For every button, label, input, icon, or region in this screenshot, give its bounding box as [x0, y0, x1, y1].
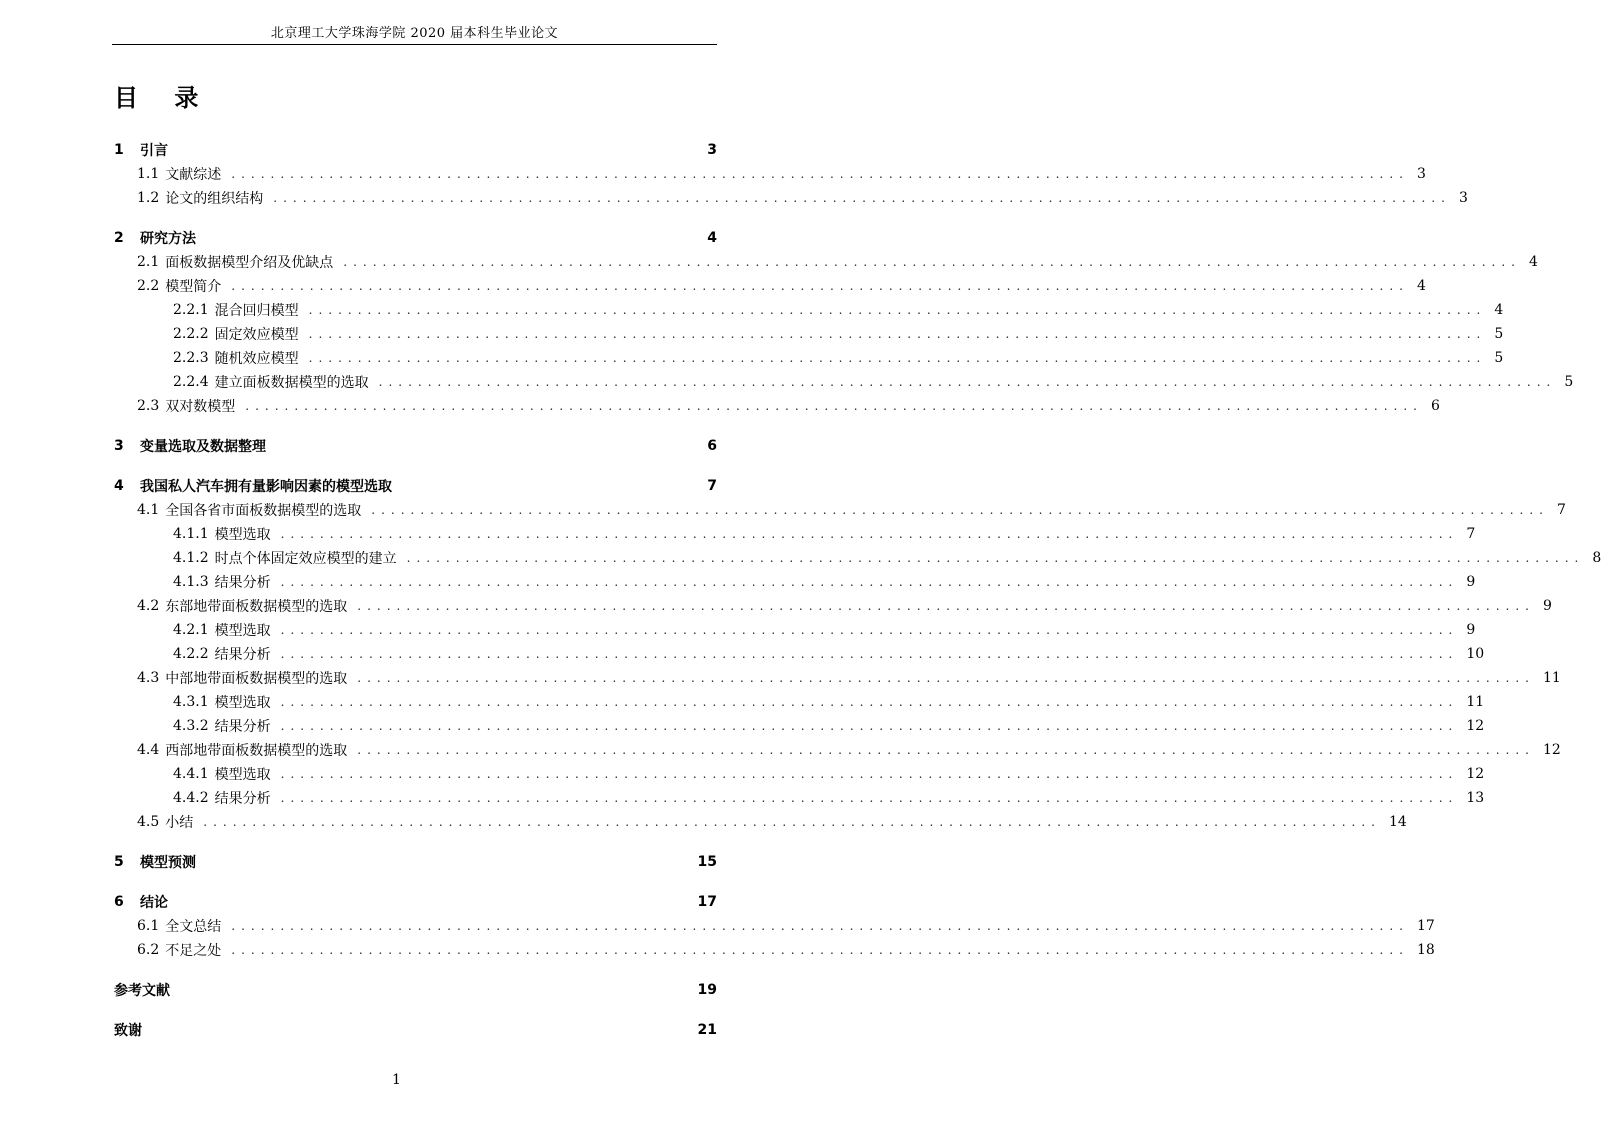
toc-entry[interactable]: [0, 187, 1468, 209]
toc-entry-label: 引言: [140, 143, 168, 159]
toc-entry-number: 6.2: [137, 942, 160, 958]
toc-entry-page: 15: [697, 854, 717, 870]
toc-entry-number: 4.3.2: [173, 718, 209, 734]
toc-entry-number: 4.3.1: [173, 694, 209, 710]
toc-entry-page: 3: [707, 142, 717, 158]
dot-leader: ........................................................................................................................: [203, 815, 1381, 829]
dot-leader: ........................................................................................................................: [231, 279, 1409, 293]
toc-entry[interactable]: [0, 299, 1504, 321]
toc-entry-page: 6: [707, 438, 717, 454]
running-header: 北京理工大学珠海学院 2020 届本科生毕业论文: [270, 26, 559, 41]
toc-entry[interactable]: [0, 571, 1476, 593]
toc-entry-label: 全文总结: [165, 919, 222, 935]
toc-entry-page: 9: [1466, 574, 1476, 590]
toc-entry-page: 3: [1459, 190, 1468, 206]
toc-entry-label: 模型简介: [165, 279, 222, 295]
toc-entry-number: 1.2: [137, 190, 160, 206]
dot-leader: ........................................................................................................................: [231, 167, 1409, 181]
toc-entry-label: 模型预测: [140, 855, 196, 871]
toc-entry-label: 面板数据模型介绍及优缺点: [165, 255, 334, 271]
toc-entry-number: 1: [114, 142, 124, 158]
toc-entry-number: 4.1.1: [173, 526, 209, 542]
toc-entry-number: 4.1: [137, 502, 160, 518]
toc-entry-label: 西部地带面板数据模型的选取: [165, 743, 348, 759]
toc-entry-page: 19: [697, 982, 717, 998]
toc-entry-label: 混合回归模型: [214, 303, 299, 319]
toc-entry-label: 模型选取: [214, 527, 271, 543]
toc-entry[interactable]: [0, 347, 1504, 369]
dot-leader: ........................................................................................................................: [280, 695, 1459, 709]
toc-entry[interactable]: [0, 715, 1485, 737]
dot-leader: ........................................................................................................................: [273, 191, 1451, 205]
dot-leader: ........................................................................................................................: [406, 551, 1585, 565]
toc-entry-page: 6: [1431, 398, 1440, 414]
toc-entry-number: 3: [114, 438, 124, 454]
toc-entry-label: 全国各省市面板数据模型的选取: [165, 503, 362, 519]
toc-entry[interactable]: [0, 275, 1426, 297]
toc-entry[interactable]: [0, 163, 1426, 185]
toc-entry[interactable]: [0, 523, 1476, 545]
toc-entry-number: 4.5: [137, 814, 160, 830]
toc-entry-number: 2.2.4: [173, 374, 209, 390]
toc-entry-label: 结果分析: [214, 791, 271, 807]
toc-entry[interactable]: [0, 139, 793, 161]
toc-entry-number: 5: [114, 854, 124, 870]
toc-entry-label: 文献综述: [165, 167, 222, 183]
toc-entry[interactable]: [0, 323, 1504, 345]
toc-entry[interactable]: [0, 475, 793, 497]
toc-entry-number: 4.2.1: [173, 622, 209, 638]
toc-entry-number: 4.4.1: [173, 766, 209, 782]
toc-entry-number: 2.2.3: [173, 350, 209, 366]
toc-entry-page: 11: [1543, 670, 1561, 686]
toc-entry[interactable]: [0, 435, 793, 457]
toc-entry-label: 建立面板数据模型的选取: [214, 375, 369, 391]
dot-leader: ........................................................................................................................: [280, 719, 1459, 733]
toc-entry-number: 4.4: [137, 742, 160, 758]
toc-entry-number: 2.3: [137, 398, 160, 414]
dot-leader: ........................................................................................................................: [343, 255, 1521, 269]
dot-leader: ........................................................................................................................: [371, 503, 1549, 517]
dot-leader: ........................................................................................................................: [357, 599, 1535, 613]
toc-entry-number: 4.2.2: [173, 646, 209, 662]
toc-entry[interactable]: [0, 851, 793, 873]
toc-entry[interactable]: [0, 787, 1485, 809]
toc-entry[interactable]: [0, 667, 1561, 689]
toc-entry-page: 7: [1557, 502, 1566, 518]
toc-entry[interactable]: [0, 643, 1485, 665]
toc-entry-page: 4: [1529, 254, 1538, 270]
toc-entry-label: 研究方法: [140, 231, 196, 247]
toc-entry[interactable]: [0, 939, 1435, 961]
toc-entry-page: 4: [1417, 278, 1426, 294]
dot-leader: [206, 851, 679, 873]
toc-entry-page: 11: [1466, 694, 1485, 710]
toc-entry-page: 14: [1389, 814, 1407, 830]
dot-leader: ........................................................................................................................: [378, 375, 1557, 389]
toc-entry[interactable]: [0, 595, 1552, 617]
toc-entry-label: 参考文献: [114, 983, 170, 999]
toc-entry-number: 2.2.1: [173, 302, 209, 318]
toc-entry-label: 中部地带面板数据模型的选取: [165, 671, 348, 687]
toc-entry-number: 4.3: [137, 670, 160, 686]
toc-entry-number: 4.1.2: [173, 550, 209, 566]
toc-entry-label: 双对数模型: [165, 399, 236, 415]
toc-entry-page: 4: [1494, 302, 1504, 318]
toc-entry-label: 我国私人汽车拥有量影响因素的模型选取: [140, 479, 392, 495]
toc-entry[interactable]: [0, 1019, 793, 1041]
dot-leader: ........................................................................................................................: [280, 767, 1459, 781]
toc-entry-label: 模型选取: [214, 695, 271, 711]
toc-entry-label: 模型选取: [214, 623, 271, 639]
toc-entry[interactable]: [0, 499, 1566, 521]
dot-leader: [178, 891, 679, 913]
toc-entry[interactable]: [0, 691, 1485, 713]
toc-entry-label: 结果分析: [214, 647, 271, 663]
toc-entry[interactable]: [0, 227, 793, 249]
toc-entry-page: 5: [1494, 350, 1504, 366]
toc-entry-number: 2.2: [137, 278, 160, 294]
toc-entry-page: 8: [1592, 550, 1601, 566]
toc-entry-page: 18: [1417, 942, 1435, 958]
toc-entry[interactable]: [0, 395, 1440, 417]
dot-leader: [206, 227, 679, 249]
toc-entry-number: 4: [114, 478, 124, 494]
toc-entry-number: 6.1: [137, 918, 160, 934]
toc-entry-label: 变量选取及数据整理: [140, 439, 266, 455]
toc-entry-label: 时点个体固定效应模型的建立: [214, 551, 397, 567]
toc-entry-page: 17: [1417, 918, 1435, 934]
toc-entry-label: 固定效应模型: [214, 327, 299, 343]
dot-leader: ........................................................................................................................: [280, 575, 1459, 589]
toc-entry-number: 2.1: [137, 254, 160, 270]
toc-entry-page: 5: [1494, 326, 1504, 342]
toc-entry-number: 2: [114, 230, 124, 246]
dot-leader: ........................................................................................................................: [245, 399, 1423, 413]
toc-entry-page: 7: [707, 478, 717, 494]
toc-entry-number: 4.2: [137, 598, 160, 614]
toc-entry-label: 致谢: [114, 1023, 142, 1039]
toc-entry[interactable]: [0, 251, 1538, 273]
toc-entry-page: 3: [1417, 166, 1426, 182]
dot-leader: ........................................................................................................................: [308, 327, 1487, 341]
toc-entry-page: 7: [1466, 526, 1476, 542]
toc-entry-page: 17: [697, 894, 717, 910]
toc-entry-label: 结果分析: [214, 575, 271, 591]
toc-entry-label: 小结: [165, 815, 194, 831]
dot-leader: ........................................................................................................................: [231, 943, 1409, 957]
dot-leader: ........................................................................................................................: [308, 303, 1487, 317]
toc-entry[interactable]: [0, 547, 1601, 569]
toc-entry-number: 2.2.2: [173, 326, 209, 342]
dot-leader: [152, 1019, 679, 1041]
toc-entry-label: 不足之处: [165, 943, 222, 959]
toc-entry[interactable]: [0, 371, 1574, 393]
dot-leader: ........................................................................................................................: [357, 671, 1535, 685]
toc-entry-page: 9: [1543, 598, 1552, 614]
toc-entry[interactable]: [0, 979, 793, 1001]
toc-entry-number: 4.4.2: [173, 790, 209, 806]
dot-leader: ........................................................................................................................: [231, 919, 1409, 933]
toc-entry[interactable]: [0, 763, 1485, 785]
dot-leader: ........................................................................................................................: [280, 647, 1459, 661]
page-number: 1: [392, 1072, 401, 1088]
dot-leader: [276, 435, 679, 457]
toc-entry-number: 4.1.3: [173, 574, 209, 590]
toc-entry-number: 1.1: [137, 166, 160, 182]
toc-entry-page: 12: [1466, 766, 1485, 782]
dot-leader: ........................................................................................................................: [280, 623, 1459, 637]
dot-leader: ........................................................................................................................: [308, 351, 1487, 365]
toc-entry-label: 结论: [140, 895, 168, 911]
dot-leader: ........................................................................................................................: [357, 743, 1535, 757]
toc-entry-page: 12: [1543, 742, 1561, 758]
toc-entry-page: 21: [697, 1022, 717, 1038]
toc-entry-label: 模型选取: [214, 767, 271, 783]
dot-leader: [180, 979, 679, 1001]
toc-entry-label: 论文的组织结构: [165, 191, 264, 207]
dot-leader: [402, 475, 679, 497]
toc-entry[interactable]: [0, 739, 1561, 761]
dot-leader: ........................................................................................................................: [280, 527, 1459, 541]
toc-entry-page: 12: [1466, 718, 1485, 734]
toc-entry-number: 6: [114, 894, 124, 910]
toc-entry[interactable]: [0, 891, 793, 913]
toc-entry-label: 随机效应模型: [214, 351, 299, 367]
toc-entry-label: 东部地带面板数据模型的选取: [165, 599, 348, 615]
toc-entry-page: 10: [1466, 646, 1485, 662]
toc-entry[interactable]: [0, 915, 1435, 937]
toc-entry-page: 13: [1466, 790, 1485, 806]
toc-entry[interactable]: [0, 811, 1407, 833]
toc-entry[interactable]: [0, 619, 1476, 641]
dot-leader: ........................................................................................................................: [280, 791, 1459, 805]
toc-entry-page: 4: [707, 230, 717, 246]
toc-entry-page: 5: [1564, 374, 1574, 390]
toc-entry-page: 9: [1466, 622, 1476, 638]
toc-entry-label: 结果分析: [214, 719, 271, 735]
toc-title: 目 录: [114, 84, 213, 112]
dot-leader: [178, 139, 679, 161]
